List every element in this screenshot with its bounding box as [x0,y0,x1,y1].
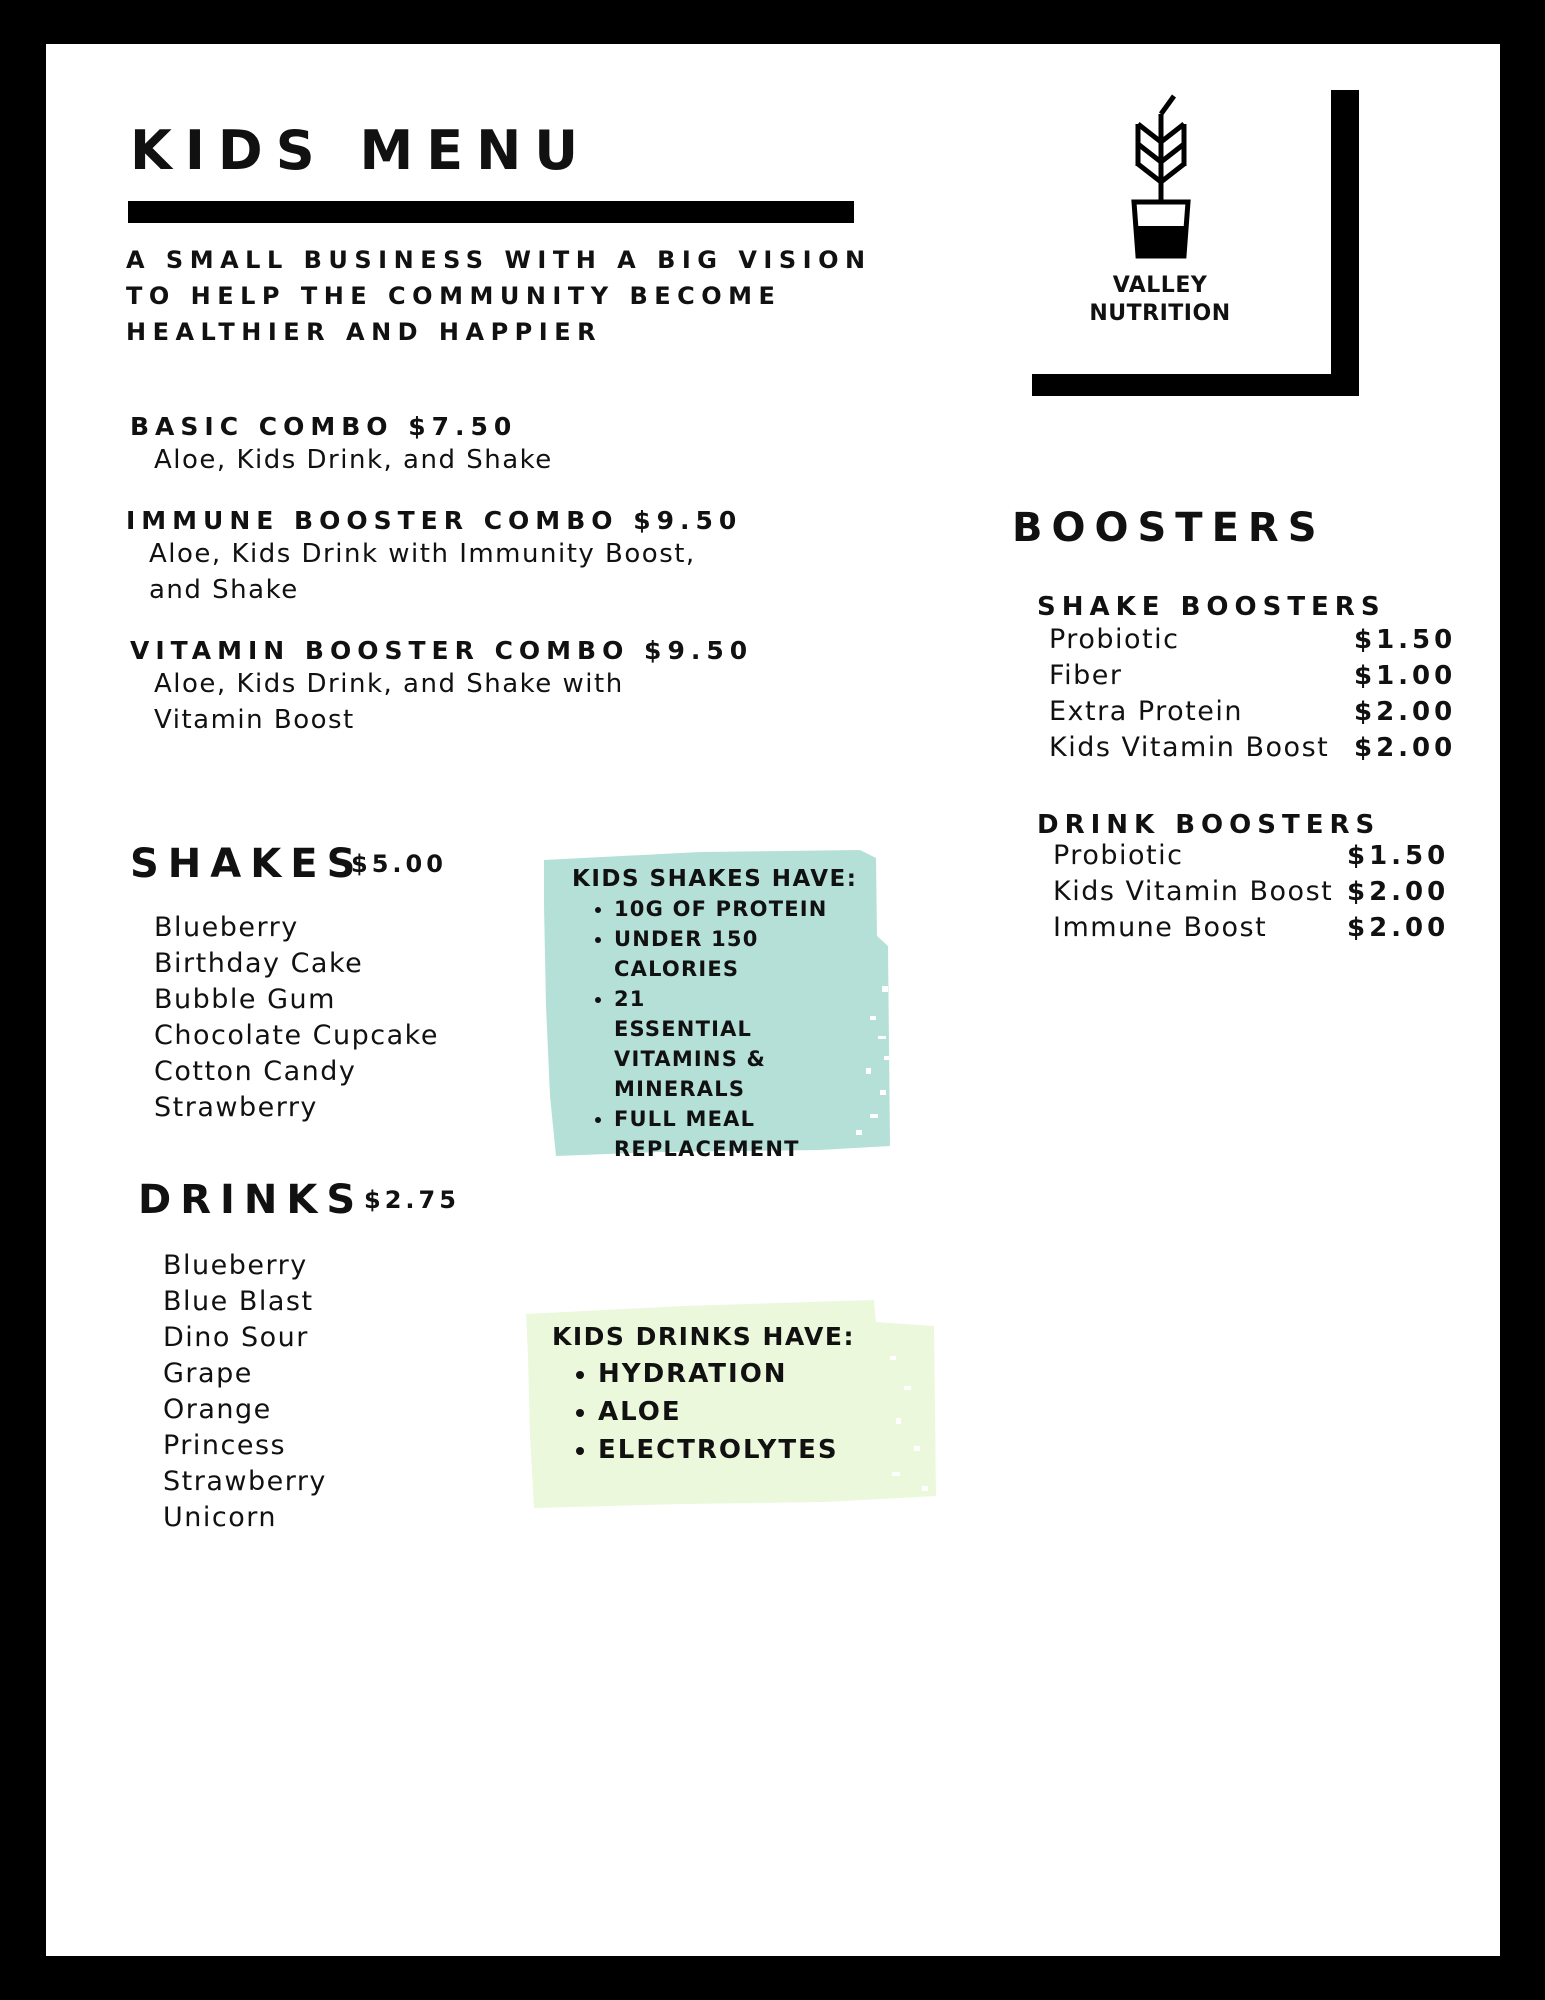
list-item: • UNDER 150 CALORIES [614,924,774,984]
combo-description-line: and Shake [149,575,299,605]
shake-boosters-list [1049,622,1457,772]
booster-name: Probiotic [1053,840,1184,871]
list-item: Strawberry [163,1466,327,1497]
booster-price: $2.00 [1354,733,1457,763]
list-item: Chocolate Cupcake [154,1020,439,1051]
shakes-price: $5.00 [351,850,447,878]
combo-immune-booster [126,506,742,608]
combo-name: IMMUNE BOOSTER COMBO $9.50 [126,506,743,535]
list-item: • ELECTROLYTES [598,1431,912,1469]
drinks-flavor-list [163,1248,327,1536]
booster-row [1053,874,1453,910]
list-item: • FULL MEAL REPLACEMENT [614,1104,804,1164]
booster-row [1049,694,1457,730]
shake-boosters-heading: SHAKE BOOSTERS [1037,592,1386,622]
tagline-line: A SMALL BUSINESS WITH A BIG VISION [126,246,872,274]
logo-frame-vertical [1331,90,1359,396]
plant-cup-icon [1124,94,1198,264]
drinks-note [552,1319,912,1469]
combo-description [154,442,553,478]
list-item: Princess [163,1430,287,1461]
tagline [126,242,896,350]
list-item: • 10G OF PROTEIN [614,894,876,924]
shakes-flavor-list [154,910,439,1126]
combo-description-line: Aloe, Kids Drink with Immunity Boost, [149,539,696,569]
tagline-line: HEALTHIER AND HAPPIER [126,318,603,346]
shakes-heading: SHAKES [130,841,365,887]
booster-row [1053,910,1453,946]
combo-description-line: Aloe, Kids Drink, and Shake with [154,669,624,699]
list-item: • 21 ESSENTIAL VITAMINS & MINERALS [614,984,784,1104]
booster-name: Immune Boost [1053,912,1268,943]
logo-line: NUTRITION [1089,301,1231,326]
booster-name: Kids Vitamin Boost [1053,876,1334,907]
shakes-note [572,864,876,1164]
title-underline [128,201,854,223]
list-item: Strawberry [154,1092,318,1123]
booster-row [1049,658,1457,694]
combo-description [149,536,742,608]
menu-page [46,44,1500,1956]
logo-wordmark [1088,272,1232,328]
logo-frame-horizontal [1032,374,1359,396]
page-title: KIDS MENU [130,119,592,182]
booster-price: $2.00 [1354,697,1457,727]
booster-name: Kids Vitamin Boost [1049,732,1330,763]
list-item: • HYDRATION [598,1355,912,1393]
list-item: • ALOE [598,1393,912,1431]
drinks-note-title: KIDS DRINKS HAVE: [552,1322,855,1351]
booster-price: $1.50 [1347,841,1450,871]
booster-name: Extra Protein [1049,696,1243,727]
list-item: Blueberry [154,912,299,943]
tagline-line: TO HELP THE COMMUNITY BECOME [126,282,782,310]
booster-price: $2.00 [1347,913,1450,943]
combo-basic [130,412,553,478]
list-item: Dino Sour [163,1322,309,1353]
booster-price: $1.00 [1354,661,1457,691]
list-item: Grape [163,1358,253,1389]
shakes-note-list [576,894,876,1164]
combo-name: VITAMIN BOOSTER COMBO $9.50 [130,636,754,665]
combo-description [154,666,753,738]
booster-row [1053,838,1453,874]
booster-name: Fiber [1049,660,1123,691]
list-item: Cotton Candy [154,1056,357,1087]
booster-price: $1.50 [1354,625,1457,655]
booster-name: Probiotic [1049,624,1180,655]
list-item: Unicorn [163,1502,277,1533]
list-item: Blue Blast [163,1286,314,1317]
drinks-note-list [552,1355,912,1469]
booster-price: $2.00 [1347,877,1450,907]
drinks-price: $2.75 [364,1186,460,1214]
combo-description-line: Aloe, Kids Drink, and Shake [154,445,553,475]
logo-line: VALLEY [1112,273,1208,298]
booster-row [1049,622,1457,658]
combo-vitamin-booster [130,636,753,738]
drinks-heading: DRINKS [138,1177,365,1223]
drink-boosters-list [1053,838,1453,952]
booster-row [1049,730,1457,766]
list-item: Bubble Gum [154,984,336,1015]
shakes-note-title: KIDS SHAKES HAVE: [572,866,858,892]
combo-name: BASIC COMBO $7.50 [130,412,518,441]
combo-description-line: Vitamin Boost [154,705,355,735]
drink-boosters-heading: DRINK BOOSTERS [1037,810,1381,840]
list-item: Blueberry [163,1250,308,1281]
list-item: Birthday Cake [154,948,364,979]
boosters-heading: BOOSTERS [1012,505,1326,551]
list-item: Orange [163,1394,272,1425]
